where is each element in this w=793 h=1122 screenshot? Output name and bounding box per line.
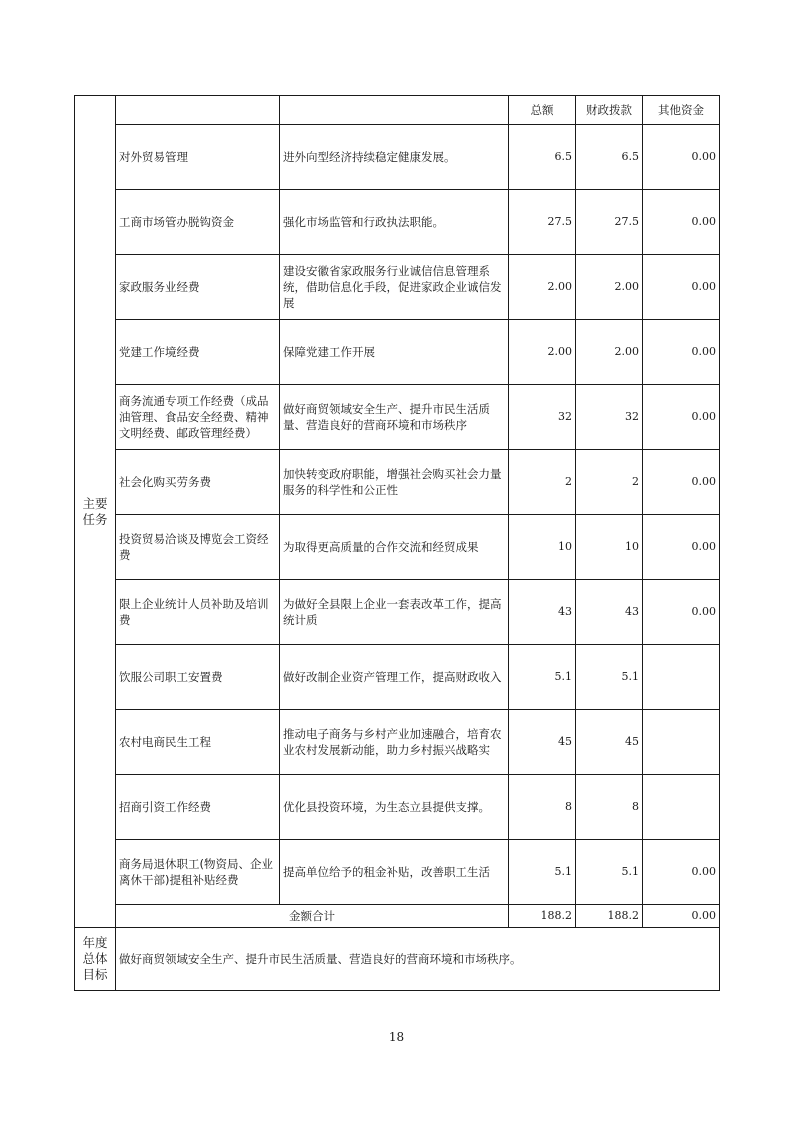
item-other-cell: 0.00	[643, 385, 720, 450]
item-total-cell: 10	[509, 515, 576, 580]
item-name-cell: 农村电商民生工程	[116, 710, 280, 775]
item-name-cell: 商务流通专项工作经费（成品油管理、食品安全经费、精神文明经费、邮政管理经费）	[116, 385, 280, 450]
item-fiscal-cell: 45	[576, 710, 643, 775]
total-other: 0.00	[643, 905, 720, 928]
annual-goal-row	[75, 928, 720, 991]
item-fiscal-cell: 6.5	[576, 125, 643, 190]
item-desc-cell: 做好改制企业资产管理工作，提高财政收入	[280, 645, 509, 710]
item-fiscal-cell: 10	[576, 515, 643, 580]
item-other-cell	[643, 645, 720, 710]
item-fiscal-cell: 32	[576, 385, 643, 450]
annual-goal-label: 年度 总体 目标	[75, 928, 116, 991]
table-row	[75, 710, 720, 775]
item-fiscal-cell: 8	[576, 775, 643, 840]
item-total-cell: 5.1	[509, 645, 576, 710]
header-row	[75, 96, 720, 125]
table-row	[75, 515, 720, 580]
item-name-cell: 招商引资工作经费	[116, 775, 280, 840]
item-name-cell: 商务局退休职工(物资局、企业离休干部)提租补贴经费	[116, 840, 280, 905]
total-label: 金额合计	[116, 905, 509, 928]
item-other-cell: 0.00	[643, 320, 720, 385]
item-other-cell: 0.00	[643, 190, 720, 255]
item-fiscal-cell: 2.00	[576, 320, 643, 385]
item-other-cell: 0.00	[643, 255, 720, 320]
item-other-cell: 0.00	[643, 515, 720, 580]
item-desc-cell: 优化县投资环境，为生态立县提供支撑。	[280, 775, 509, 840]
item-desc-cell: 进外向型经济持续稳定健康发展。	[280, 125, 509, 190]
item-desc-cell: 提高单位给予的租金补贴，改善职工生活	[280, 840, 509, 905]
item-fiscal-cell: 5.1	[576, 840, 643, 905]
column-header-fiscal: 财政拨款	[576, 96, 643, 125]
item-name-cell: 限上企业统计人员补助及培训费	[116, 580, 280, 645]
item-desc-cell: 加快转变政府职能，增强社会购买社会力量服务的科学性和公正性	[280, 450, 509, 515]
item-other-cell: 0.00	[643, 580, 720, 645]
item-other-cell: 0.00	[643, 125, 720, 190]
table-row	[75, 125, 720, 190]
item-desc-cell: 为取得更高质量的合作交流和经贸成果	[280, 515, 509, 580]
item-name-cell: 社会化购买劳务费	[116, 450, 280, 515]
item-other-cell: 0.00	[643, 450, 720, 515]
item-other-cell	[643, 710, 720, 775]
item-total-cell: 32	[509, 385, 576, 450]
item-name-cell: 家政服务业经费	[116, 255, 280, 320]
page-number: 18	[388, 1030, 405, 1044]
item-total-cell: 2.00	[509, 320, 576, 385]
item-name-cell: 党建工作境经费	[116, 320, 280, 385]
item-fiscal-cell: 5.1	[576, 645, 643, 710]
item-total-cell: 43	[509, 580, 576, 645]
item-total-cell: 8	[509, 775, 576, 840]
item-name-cell: 工商市场管办脱钩资金	[116, 190, 280, 255]
budget-table	[74, 95, 720, 991]
item-name-cell: 饮服公司职工安置费	[116, 645, 280, 710]
table-row	[75, 255, 720, 320]
item-fiscal-cell: 2.00	[576, 255, 643, 320]
item-desc-cell: 强化市场监管和行政执法职能。	[280, 190, 509, 255]
item-desc-cell: 为做好全县限上企业一套表改革工作，提高统计质	[280, 580, 509, 645]
item-other-cell	[643, 775, 720, 840]
section-label-main-tasks: 主要 任务	[75, 96, 116, 928]
total-amount: 188.2	[509, 905, 576, 928]
item-name-cell: 投资贸易洽谈及博览会工资经费	[116, 515, 280, 580]
item-desc-cell: 做好商贸领域安全生产、提升市民生活质量、营造良好的营商环境和市场秩序	[280, 385, 509, 450]
table-row	[75, 580, 720, 645]
item-desc-cell: 推动电子商务与乡村产业加速融合，培育农业农村发展新动能，助力乡村振兴战略实	[280, 710, 509, 775]
item-fiscal-cell: 2	[576, 450, 643, 515]
item-total-cell: 5.1	[509, 840, 576, 905]
item-other-cell: 0.00	[643, 840, 720, 905]
table-row	[75, 385, 720, 450]
item-total-cell: 45	[509, 710, 576, 775]
item-fiscal-cell: 27.5	[576, 190, 643, 255]
column-header-total: 总额	[509, 96, 576, 125]
table-row	[75, 190, 720, 255]
table-row	[75, 840, 720, 905]
item-desc-cell: 建设安徽省家政服务行业诚信信息管理系统，借助信息化手段，促进家政企业诚信发展	[280, 255, 509, 320]
item-desc-cell: 保障党建工作开展	[280, 320, 509, 385]
column-header-other: 其他资金	[643, 96, 720, 125]
table-row	[75, 775, 720, 840]
table-row	[75, 320, 720, 385]
header-blank-desc	[280, 96, 509, 125]
item-total-cell: 2.00	[509, 255, 576, 320]
item-fiscal-cell: 43	[576, 580, 643, 645]
total-fiscal: 188.2	[576, 905, 643, 928]
total-row	[75, 905, 720, 928]
item-total-cell: 27.5	[509, 190, 576, 255]
item-name-cell: 对外贸易管理	[116, 125, 280, 190]
annual-goal-text: 做好商贸领域安全生产、提升市民生活质量、营造良好的营商环境和市场秩序。	[116, 928, 720, 991]
item-total-cell: 2	[509, 450, 576, 515]
header-blank-name	[116, 96, 280, 125]
table-row	[75, 450, 720, 515]
table-row	[75, 645, 720, 710]
item-total-cell: 6.5	[509, 125, 576, 190]
